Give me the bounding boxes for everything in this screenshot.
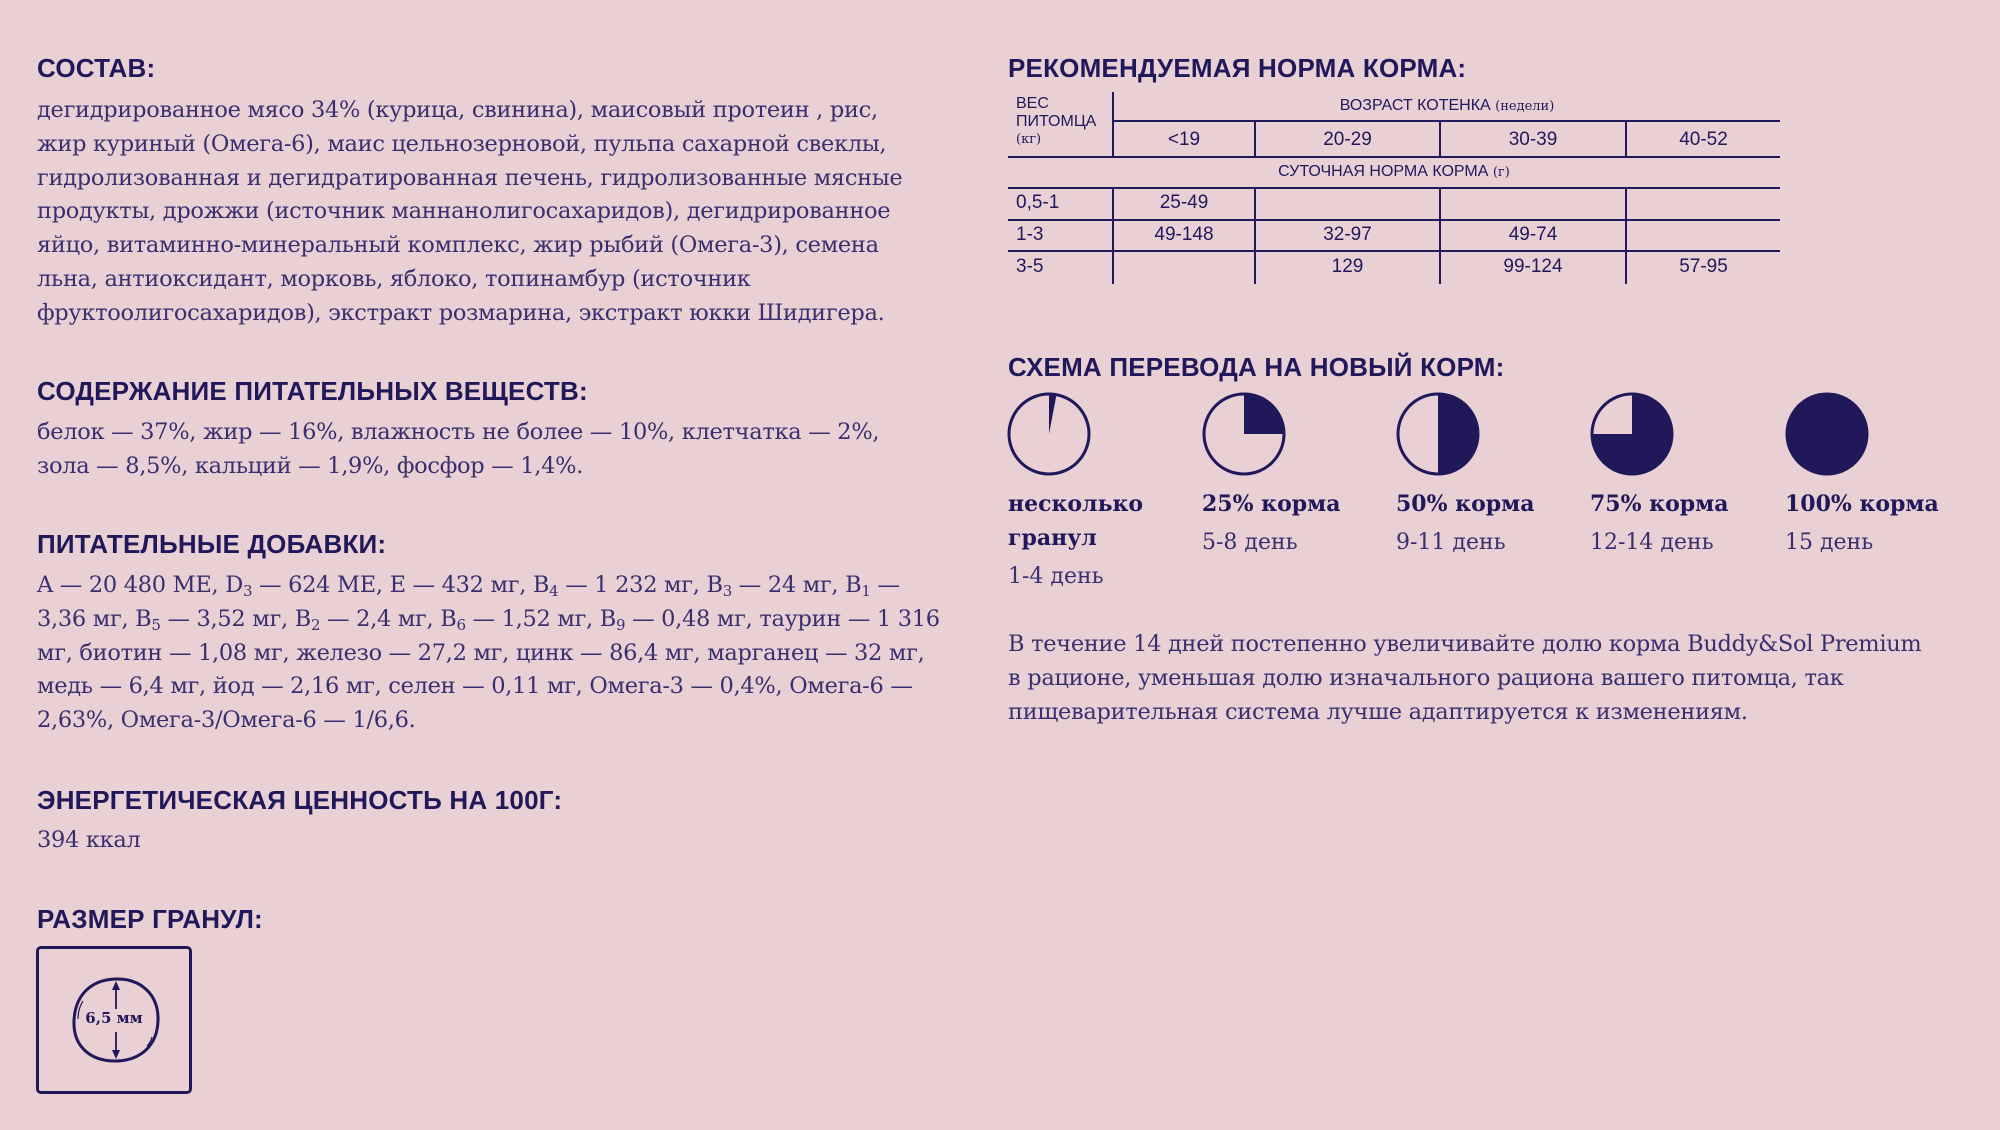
age-column-header: <19: [1167, 129, 1201, 150]
additives-line: 2,63%, Омега-3/Омега-6 — 1/6,6.: [37, 707, 416, 734]
transition-title: СХЕМА ПЕРЕВОДА НА НОВЫЙ КОРМ:: [1008, 352, 1505, 382]
norm-cell: 129: [1331, 256, 1364, 277]
additives-line: медь — 6,4 мг, йод — 2,16 мг, селен — 0,11 мг, Омега-3 — 0,4%, Омега-6 —: [37, 673, 913, 700]
granule-size-box: [36, 946, 192, 1094]
additives-title: ПИТАТЕЛЬНЫЕ ДОБАВКИ:: [37, 529, 387, 559]
daily-norm-header: СУТОЧНАЯ НОРМА КОРМА (г): [1278, 163, 1510, 180]
nutrients-line: белок — 37%, жир — 16%, влажность не более — 10%, клетчатка — 2%,: [37, 419, 880, 445]
weight-cell: 3-5: [1016, 256, 1044, 277]
transition-description: [1008, 628, 1988, 729]
table-divider: [1008, 250, 1780, 252]
nutrients-text: [37, 416, 967, 484]
composition-line: жир куриный (Омега-6), маис цельнозерновой, пульпа сахарной свеклы,: [37, 130, 887, 157]
description-line: В течение 14 дней постепенно увеличивайте долю корма Buddy&Sol Premium: [1008, 631, 1922, 657]
composition-text: [37, 94, 967, 331]
age-column-header: 30-39: [1508, 129, 1558, 150]
age-column-header: 20-29: [1323, 129, 1372, 150]
composition-line: гидролизованная и дегидратированная печень, гидролизованные мясные: [37, 164, 903, 191]
additives-line: мг, биотин — 1,08 мг, железо — 27,2 мг, цинк — 86,4 мг, марганец — 32 мг,: [37, 639, 925, 666]
norm-cell: 49-74: [1508, 224, 1558, 245]
composition-line: фруктоолигосахаридов), экстракт розмарина, экстракт юкки Шидигера.: [37, 299, 885, 326]
norm-cell: 25-49: [1159, 192, 1209, 213]
norm-cell: 99-124: [1503, 256, 1563, 277]
energy-value: 394 ккал: [37, 827, 141, 853]
composition-line: продукты, дрожжи (источник маннанолигосахаридов), дегидрированное: [37, 198, 891, 225]
norm-cell: 57-95: [1679, 256, 1728, 277]
composition-title: СОСТАВ:: [37, 53, 156, 83]
pie-25-percent-icon: [1202, 392, 1286, 476]
table-divider: [1112, 120, 1780, 122]
table-divider: [1008, 156, 1780, 158]
additives-line: A — 20 480 МЕ, $D_3$ — 624 МЕ, E — 432 мг, $B_4$ — 1 232 мг, $B_3$ — 24 мг, $B_1$ —: [37, 572, 900, 600]
composition-line: яйцо, витаминно-минеральный комплекс, жир рыбий (Омега-3), семена: [37, 232, 879, 259]
feeding-norm-title: РЕКОМЕНДУЕМАЯ НОРМА КОРМА:: [1008, 53, 1467, 83]
weight-cell: 1-3: [1016, 224, 1044, 245]
energy-title: ЭНЕРГЕТИЧЕСКАЯ ЦЕННОСТЬ НА 100Г:: [37, 785, 563, 815]
age-header: ВОЗРАСТ КОТЕНКА (недели): [1339, 97, 1555, 114]
granule-title: РАЗМЕР ГРАНУЛ:: [37, 904, 263, 934]
weight-header: ВЕС ПИТОМЦА (кг): [1016, 95, 1097, 147]
age-column-header: 40-52: [1679, 129, 1728, 150]
additives-line: 3,36 мг, $B_5$ — 3,52 мг, $B_2$ — 2,4 мг, $B_6$ — 1,52 мг, $B_9$ — 0,48 мг, таурин — 1 316: [37, 605, 940, 634]
nutrients-title: СОДЕРЖАНИЕ ПИТАТЕЛЬНЫХ ВЕЩЕСТВ:: [37, 376, 588, 406]
feeding-norm-table: [1008, 92, 1780, 284]
granule-size-label: 6,5 мм: [85, 1009, 143, 1027]
pie-75-percent-icon: [1590, 392, 1674, 476]
nutrients-line: зола — 8,5%, кальций — 1,9%, фосфор — 1,4%.: [37, 452, 584, 479]
additives-text: [37, 569, 977, 738]
composition-line: дегидрированное мясо 34% (курица, свинина), маисовый протеин , рис,: [37, 97, 878, 123]
norm-cell: 32-97: [1323, 224, 1372, 245]
table-divider: [1008, 187, 1780, 189]
composition-line: льна, антиоксидант, морковь, яблоко, топинамбур (источник: [37, 265, 751, 292]
pie-few-granules-icon: [1007, 392, 1091, 476]
table-divider: [1008, 219, 1780, 221]
pie-100-percent-icon: [1785, 392, 1869, 476]
pie-50-percent-icon: [1396, 392, 1480, 476]
description-line: пищеварительная система лучше адаптируется к изменениям.: [1008, 698, 1748, 725]
description-line: в рационе, уменьшая долю изначального рациона вашего питомца, так: [1008, 664, 1844, 691]
norm-cell: 49-148: [1154, 224, 1214, 245]
weight-cell: 0,5-1: [1016, 192, 1060, 213]
